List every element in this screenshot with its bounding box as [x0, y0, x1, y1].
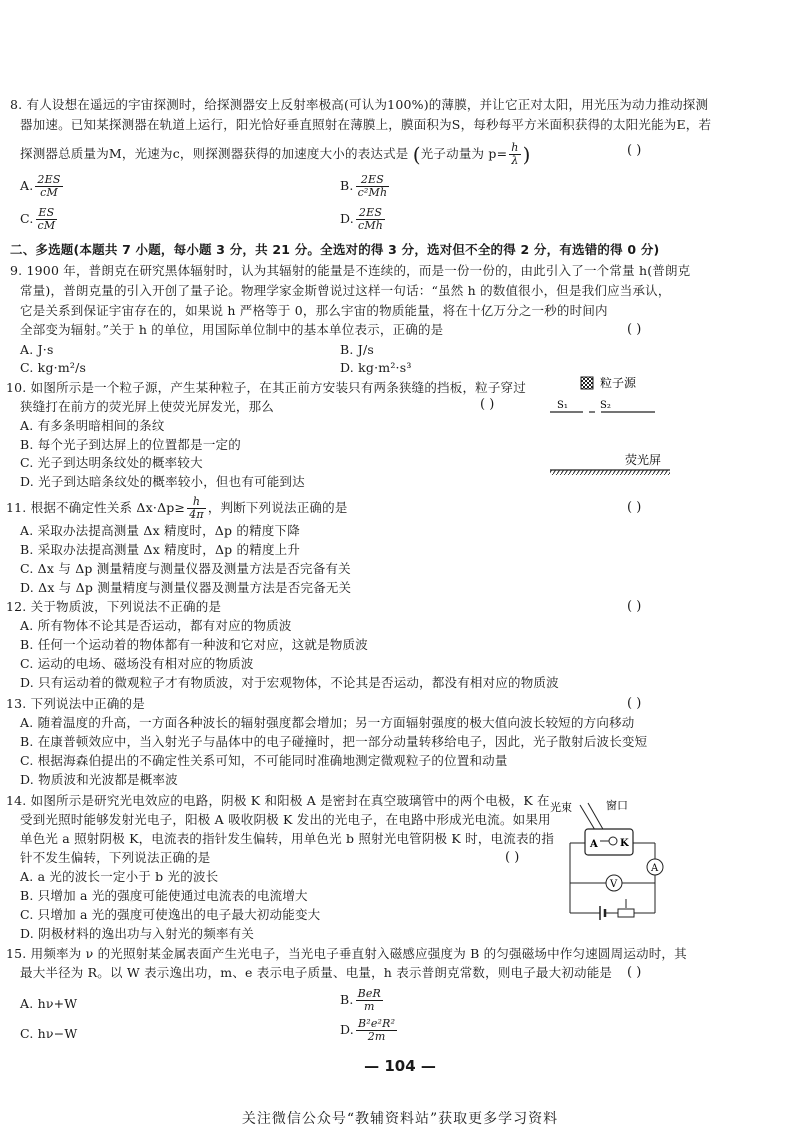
q15-line2: 最大半径为 R。以 W 表示逸出功，m、e 表示电子质量、电量，h 表示普朗克常数，则电子最大初动能是 — [20, 965, 613, 980]
q15-opt-d-num: B²e²R² — [357, 1017, 396, 1030]
q10-option-d: D. 光子到达暗条纹处的概率较小，但也有可能到达 — [20, 474, 305, 489]
q8-frac-den: λ — [511, 154, 519, 167]
slit-s1-label: S₁ — [557, 400, 568, 411]
ammeter-label: A — [651, 863, 659, 874]
footer-note: 关注微信公众号“教辅资料站”获取更多学习资料 — [241, 1111, 559, 1127]
q8-option-c — [20, 207, 59, 232]
q14-answer-bracket: ( ) — [505, 850, 520, 865]
q14-line2: 受到光照时能够发射光电子，阳极 A 吸收阴极 K 发出的光电子，在电路中形成光电流。如果用 — [20, 812, 551, 827]
q8-opt-b-frac — [356, 174, 390, 199]
q15-opt-d-frac — [356, 1018, 397, 1043]
q15-option-c: C. hν−W — [20, 1026, 78, 1041]
q8-opt-c-num: ES — [36, 207, 58, 220]
q13-option-c: C. 根据海森伯提出的不确定性关系可知，不可能同时准确地测定微观粒子的位置和动量 — [20, 753, 508, 768]
q9-line2: 常量)，普朗克量的引入开创了量子论。物理学家金斯曾说过这样一句话：“虽然 h 的数值很小，但是我们应当承认， — [20, 283, 671, 298]
q8-answer-bracket: ( ) — [627, 143, 642, 158]
window-label: 窗口 — [606, 799, 628, 812]
q13-option-b: B. 在康普顿效应中，当入射光子与晶体中的电子碰撞时，把一部分动量转移给电子，因此，光子散射后波长变短 — [20, 734, 648, 749]
q9-answer-bracket: ( ) — [627, 322, 642, 337]
q11-frac-num: h — [187, 496, 206, 509]
q12-option-d: D. 只有运动着的微观粒子才有物质波，对于宏观物体，不论其是否运动，都没有相对应的物质波 — [20, 675, 559, 690]
q15-line1: 15. 用频率为 ν 的光照射某金属表面产生光电子，当光电子垂直射入磁感应强度为 B 的匀强磁场中作匀速圆周运动时，其 — [6, 946, 687, 961]
q8-opt-d-frac — [356, 207, 385, 232]
q8-fraction — [509, 142, 520, 167]
q15-opt-b-frac — [356, 988, 383, 1013]
q8-line1: 8. 有人设想在遥远的宇宙探测时，给探测器安上反射率极高(可认为100%)的薄膜，并让它正对太阳，用光压为动力推动探测 — [10, 97, 709, 112]
q10-option-b: B. 每个光子到达屏上的位置都是一定的 — [20, 437, 241, 452]
double-slit-figure — [545, 372, 675, 482]
q15-option-a: A. hν+W — [20, 996, 78, 1011]
q8-opt-a-num: 2ES — [37, 173, 61, 186]
q9-option-a: A. J·s — [20, 342, 54, 357]
q8-opt-d-num: 2ES — [356, 207, 385, 220]
q11-option-b: B. 采取办法提高测量 Δx 精度时，Δp 的精度上升 — [20, 542, 301, 557]
q14-line3: 单色光 a 照射阴极 K，电流表的指针发生偏转，用单色光 b 照射光电管阴极 K 时，电流表的指 — [20, 831, 555, 846]
q8-opt-b-den: c²Mh — [357, 186, 388, 199]
light-beam-label: 光束 — [550, 801, 572, 814]
q8-opt-b-num: 2ES — [356, 174, 390, 187]
q9-option-c: C. kg·m²/s — [20, 360, 87, 375]
q8-line3 — [20, 142, 531, 167]
cathode-label: K — [620, 838, 629, 849]
q12-answer-bracket: ( ) — [627, 599, 642, 614]
q8-frac-num: h — [511, 141, 519, 154]
electron-icon — [609, 837, 617, 845]
rheostat-icon — [618, 909, 634, 917]
q10-line1: 10. 如图所示是一个粒子源，产生某种粒子，在其正前方安装只有两条狭缝的挡板，粒子穿过 — [6, 380, 526, 395]
q8-right-paren: ) — [522, 142, 531, 167]
voltmeter-label: V — [610, 879, 618, 890]
q14-option-c: C. 只增加 a 光的强度可使逸出的电子最大初动能变大 — [20, 907, 321, 922]
slit-s2-label: S₂ — [600, 400, 611, 411]
q9-option-b: B. J/s — [340, 342, 374, 357]
q8-opt-b-label: B. — [340, 178, 354, 193]
q8-option-b — [340, 174, 391, 199]
q14-line4: 针不发生偏转，下列说法正确的是 — [20, 850, 211, 865]
q11-fraction — [187, 496, 206, 521]
q14-option-b: B. 只增加 a 光的强度可能使通过电流表的电流增大 — [20, 888, 308, 903]
q13-option-d: D. 物质波和光波都是概率波 — [20, 772, 178, 787]
photoelectric-circuit-figure — [540, 795, 700, 930]
q11-frac-den: 4π — [189, 508, 204, 521]
light-beam-ray-2 — [588, 803, 604, 831]
q11-option-c: C. Δx 与 Δp 测量精度与测量仪器及测量方法是否完备有关 — [20, 561, 351, 576]
q11-option-a: A. 采取办法提高测量 Δx 精度时，Δp 的精度下降 — [20, 523, 300, 538]
q15-opt-d-label: D. — [340, 1022, 354, 1037]
q8-opt-a-label: A. — [20, 178, 34, 193]
q12-option-a: A. 所有物体不论其是否运动，都有对应的物质波 — [20, 618, 292, 633]
q14-option-a: A. a 光的波长一定小于 b 光的波长 — [20, 869, 219, 884]
q14-line1: 14. 如图所示是研究光电效应的电路，阴极 K 和阳极 A 是密封在真空玻璃管中的两个电极，K 在 — [6, 793, 550, 808]
q8-opt-d-label: D. — [340, 211, 354, 226]
q15-opt-d-den: 2m — [367, 1030, 386, 1043]
q10-option-c: C. 光子到达明条纹处的概率较大 — [20, 455, 203, 470]
q12-option-b: B. 任何一个运动着的物体都有一种波和它对应，这就是物质波 — [20, 637, 368, 652]
q12-option-c: C. 运动的电场、磁场没有相对应的物质波 — [20, 656, 254, 671]
q8-line2: 器加速。已知某探测器在轨道上运行，阳光恰好垂直照射在薄膜上，膜面积为S，每秒每平方米面积获得的太阳光能为E，若 — [20, 117, 712, 132]
q9-line1: 9. 1900 年，普朗克在研究黑体辐射时，认为其辐射的能量是不连续的，而是一份一份的，由此引入了一个常量 h(普朗克 — [10, 263, 691, 278]
anode-label: A — [590, 839, 598, 850]
q8-left-paren: ( — [412, 142, 421, 167]
q15-opt-b-num: BeR — [357, 987, 382, 1000]
q13-answer-bracket: ( ) — [627, 696, 642, 711]
q8-option-a — [20, 174, 65, 199]
q15-opt-b-label: B. — [340, 992, 354, 1007]
q13-line1: 13. 下列说法中正确的是 — [6, 696, 145, 711]
q11-line1-post: ，判断下列说法正确的是 — [207, 500, 348, 515]
q15-opt-b-den: m — [363, 1000, 375, 1013]
q11-option-d: D. Δx 与 Δp 测量精度与测量仪器及测量方法是否完备无关 — [20, 580, 352, 595]
q12-line1: 12. 关于物质波，下列说法不正确的是 — [6, 599, 222, 614]
q8-opt-a-frac — [35, 174, 62, 199]
q8-opt-c-frac — [36, 207, 58, 232]
q8-opt-c-den: cM — [37, 219, 56, 232]
q8-opt-a-den: cM — [40, 186, 58, 199]
q11-line1-pre: 11. 根据不确定性关系 Δx·Δp≥ — [6, 500, 186, 515]
q10-option-a: A. 有多条明暗相间的条纹 — [20, 418, 165, 433]
screen-hatch — [550, 470, 670, 475]
q10-line2: 狭缝打在前方的荧光屏上使荧光屏发光，那么 — [20, 399, 275, 414]
q9-line3: 它是关系到保证宇宙存在的，如果说 h 严格等于 0，那么宇宙的物质能量，将在十亿万分之一秒的时间内 — [20, 303, 608, 318]
section-heading-multiple-choice: 二、多选题(本题共 7 小题，每小题 3 分，共 21 分。全选对的得 3 分，选对但不全的得 2 分，有选错的得 0 分) — [10, 242, 660, 257]
q8-opt-d-den: cMh — [357, 219, 384, 232]
screen-label: 荧光屏 — [625, 453, 662, 467]
page-number: — 104 — — [364, 1057, 436, 1075]
q8-line3-text: 探测器总质量为M，光速为c，则探测器获得的加速度大小的表达式是 — [20, 146, 409, 161]
q13-option-a: A. 随着温度的升高，一方面各种波长的辐射强度都会增加；另一方面辐射强度的极大值向波长较短的方向移动 — [20, 715, 635, 730]
q10-answer-bracket: ( ) — [480, 397, 495, 412]
q8-paren-text: 光子动量为 p= — [420, 146, 508, 161]
q15-answer-bracket: ( ) — [627, 965, 642, 980]
q15-option-b — [340, 988, 385, 1013]
q9-option-d: D. kg·m²·s³ — [340, 360, 412, 375]
q11-answer-bracket: ( ) — [627, 500, 642, 515]
q8-option-d — [340, 207, 387, 232]
particle-source-label: 粒子源 — [600, 376, 637, 390]
q11-line1 — [6, 496, 348, 521]
q9-line4: 全部变为辐射。”关于 h 的单位，用国际单位制中的基本单位表示，正确的是 — [20, 322, 444, 337]
q8-opt-c-label: C. — [20, 211, 34, 226]
q14-option-d: D. 阴极材料的逸出功与入射光的频率有关 — [20, 926, 255, 941]
q15-option-d — [340, 1018, 399, 1043]
particle-source-icon — [581, 377, 593, 389]
